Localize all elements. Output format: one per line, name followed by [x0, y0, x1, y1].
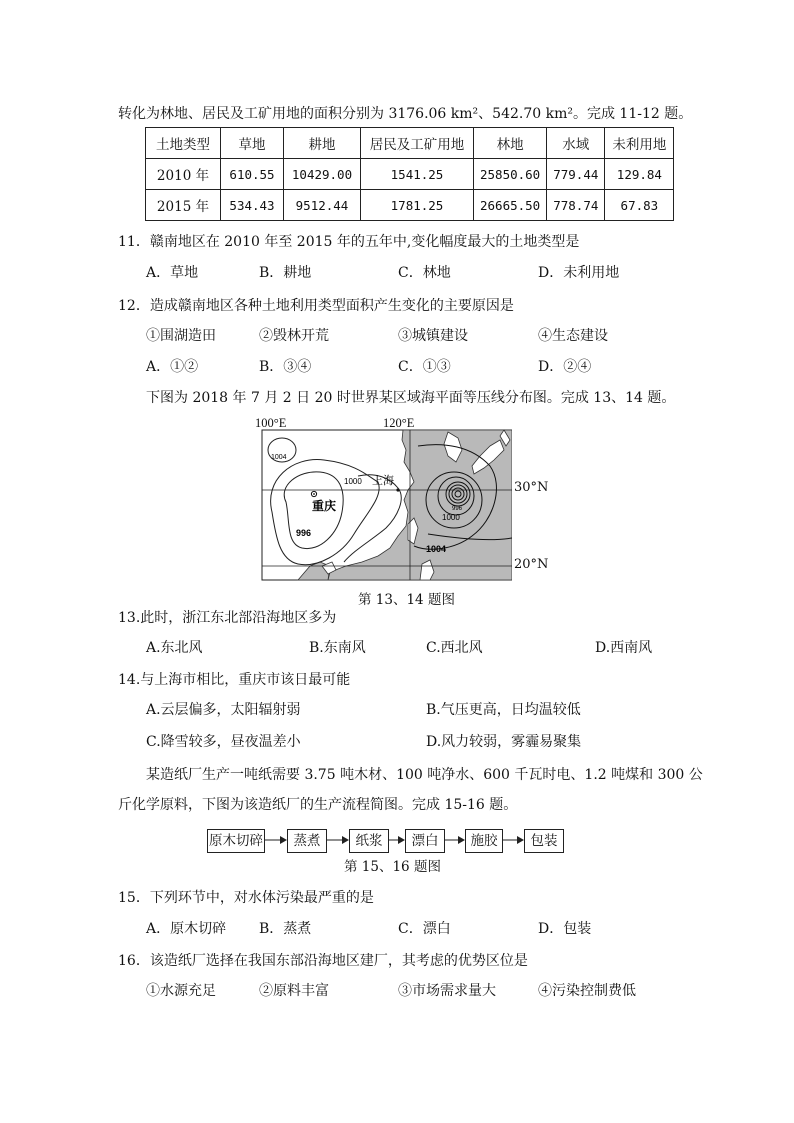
q12-option-c[interactable]: C．①③	[398, 359, 451, 375]
label-1000-e: 1000	[442, 513, 460, 522]
map-lon-120e-label: 120°E	[383, 416, 415, 430]
paper-intro-line-2: 斤化学原料，下图为该造纸厂的生产流程简图。完成 15-16 题。	[118, 797, 518, 813]
flow-step-chipping: 原木切碎	[207, 829, 265, 853]
q13-option-d[interactable]: D.西南风	[595, 640, 653, 656]
label-996: 996	[296, 528, 312, 538]
flow-step-packaging: 包装	[524, 829, 564, 853]
q13-option-a[interactable]: A.东北风	[146, 640, 203, 656]
q12-option-a[interactable]: A．①②	[146, 359, 199, 375]
label-1004-s: 1004	[426, 544, 447, 554]
table-cell: 67.83	[605, 190, 674, 221]
table-cell: 534.43	[221, 190, 284, 221]
isobar-map	[258, 416, 512, 582]
q14-option-d[interactable]: D.风力较弱，雾霾易聚集	[426, 734, 582, 750]
q13-option-c[interactable]: C.西北风	[426, 640, 483, 656]
table-header-cell: 耕地	[284, 128, 361, 159]
q11-option-b[interactable]: B．耕地	[259, 265, 312, 281]
table-header-cell: 土地类型	[146, 128, 221, 159]
flow-step-bleaching: 漂白	[405, 829, 445, 853]
flow-arrow-3	[388, 833, 405, 847]
flow-arrow-1	[264, 833, 287, 847]
chongqing-marker-dot	[313, 493, 315, 495]
question-16-stem: 16．该造纸厂选择在我国东部沿海地区建厂，其考虑的优势区位是	[118, 953, 528, 969]
table-row	[146, 190, 674, 221]
flow-step-sizing: 施胶	[465, 829, 503, 853]
table-header-row	[146, 128, 674, 159]
q12-item-3: ③城镇建设	[398, 328, 468, 344]
paper-intro-line-1: 某造纸厂生产一吨纸需要 3.75 吨木材、100 吨净水、600 千瓦时电、1.2 吨煤和 300 公	[146, 767, 703, 783]
flow-arrow-5	[502, 833, 524, 847]
q15-option-b[interactable]: B．蒸煮	[259, 921, 312, 937]
label-1000-w: 1000	[344, 477, 362, 486]
table-header-cell: 林地	[474, 128, 547, 159]
table-header-cell: 未利用地	[605, 128, 674, 159]
label-shanghai: 上海	[372, 474, 394, 487]
q12-option-d[interactable]: D．②④	[538, 359, 592, 375]
question-14-stem: 14.与上海市相比，重庆市该日最可能	[118, 672, 351, 688]
isobar-map-svg	[258, 416, 512, 582]
flow-step-pulp: 纸浆	[349, 829, 389, 853]
q16-item-2: ②原料丰富	[259, 983, 329, 999]
q16-item-1: ①水源充足	[146, 983, 216, 999]
intro-text: 转化为林地、居民及工矿用地的面积分别为 3176.06 km²、542.70 km²。完成 11-12 题。	[118, 106, 693, 122]
table-cell: 2010 年	[146, 159, 221, 190]
shanghai-marker	[396, 488, 399, 491]
question-15-stem: 15．下列环节中，对水体污染最严重的是	[118, 890, 374, 906]
q13-option-b[interactable]: B.东南风	[309, 640, 366, 656]
q15-option-c[interactable]: C．漂白	[398, 921, 451, 937]
table-header-cell: 居民及工矿用地	[361, 128, 474, 159]
flow-step-cooking: 蒸煮	[287, 829, 327, 853]
table-cell: 9512.44	[284, 190, 361, 221]
table-cell: 779.44	[547, 159, 605, 190]
q11-option-d[interactable]: D．未利用地	[538, 265, 620, 281]
q14-option-b[interactable]: B.气压更高，日均温较低	[426, 702, 581, 718]
table-cell: 2015 年	[146, 190, 221, 221]
table-cell: 1781.25	[361, 190, 474, 221]
table-cell: 1541.25	[361, 159, 474, 190]
flow-arrow-4	[444, 833, 465, 847]
label-chongqing: 重庆	[312, 499, 337, 513]
question-13-stem: 13.此时，浙江东北部沿海地区多为	[118, 610, 337, 626]
flow-arrow-2	[326, 833, 349, 847]
map-lat-20n-label: 20°N	[514, 557, 549, 572]
table-cell: 129.84	[605, 159, 674, 190]
map-caption: 第 13、14 题图	[358, 592, 455, 608]
map-intro-text: 下图为 2018 年 7 月 2 日 20 时世界某区域海平面等压线分布图。完成 13、14 题。	[146, 390, 676, 406]
q15-option-d[interactable]: D．包装	[538, 921, 592, 937]
question-12-stem: 12．造成赣南地区各种土地利用类型面积产生变化的主要原因是	[118, 298, 514, 314]
q12-option-b[interactable]: B．③④	[259, 359, 312, 375]
land-use-table	[145, 127, 674, 221]
q14-option-c[interactable]: C.降雪较多，昼夜温差小	[146, 734, 301, 750]
table-cell: 610.55	[221, 159, 284, 190]
q12-item-4: ④生态建设	[538, 328, 608, 344]
table-row	[146, 159, 674, 190]
label-1004-nw: 1004	[271, 454, 287, 461]
q14-option-a[interactable]: A.云层偏多，太阳辐射弱	[146, 702, 301, 718]
q16-item-3: ③市场需求量大	[398, 983, 496, 999]
q11-option-c[interactable]: C．林地	[398, 265, 451, 281]
flow-caption: 第 15、16 题图	[344, 859, 441, 875]
table-cell: 778.74	[547, 190, 605, 221]
table-cell: 10429.00	[284, 159, 361, 190]
q11-option-a[interactable]: A．草地	[146, 265, 199, 281]
q16-item-4: ④污染控制费低	[538, 983, 636, 999]
map-lon-100e-label: 100°E	[255, 416, 287, 430]
q12-item-1: ①围湖造田	[146, 328, 216, 344]
label-996-center: 996	[452, 506, 463, 512]
q12-item-2: ②毁林开荒	[259, 328, 329, 344]
table-cell: 25850.60	[474, 159, 547, 190]
q15-option-a[interactable]: A．原木切碎	[146, 921, 227, 937]
question-11-stem: 11．赣南地区在 2010 年至 2015 年的五年中,变化幅度最大的土地类型是	[118, 234, 580, 250]
table-cell: 26665.50	[474, 190, 547, 221]
map-lat-30n-label: 30°N	[514, 480, 549, 495]
table-header-cell: 草地	[221, 128, 284, 159]
table-header-cell: 水域	[547, 128, 605, 159]
